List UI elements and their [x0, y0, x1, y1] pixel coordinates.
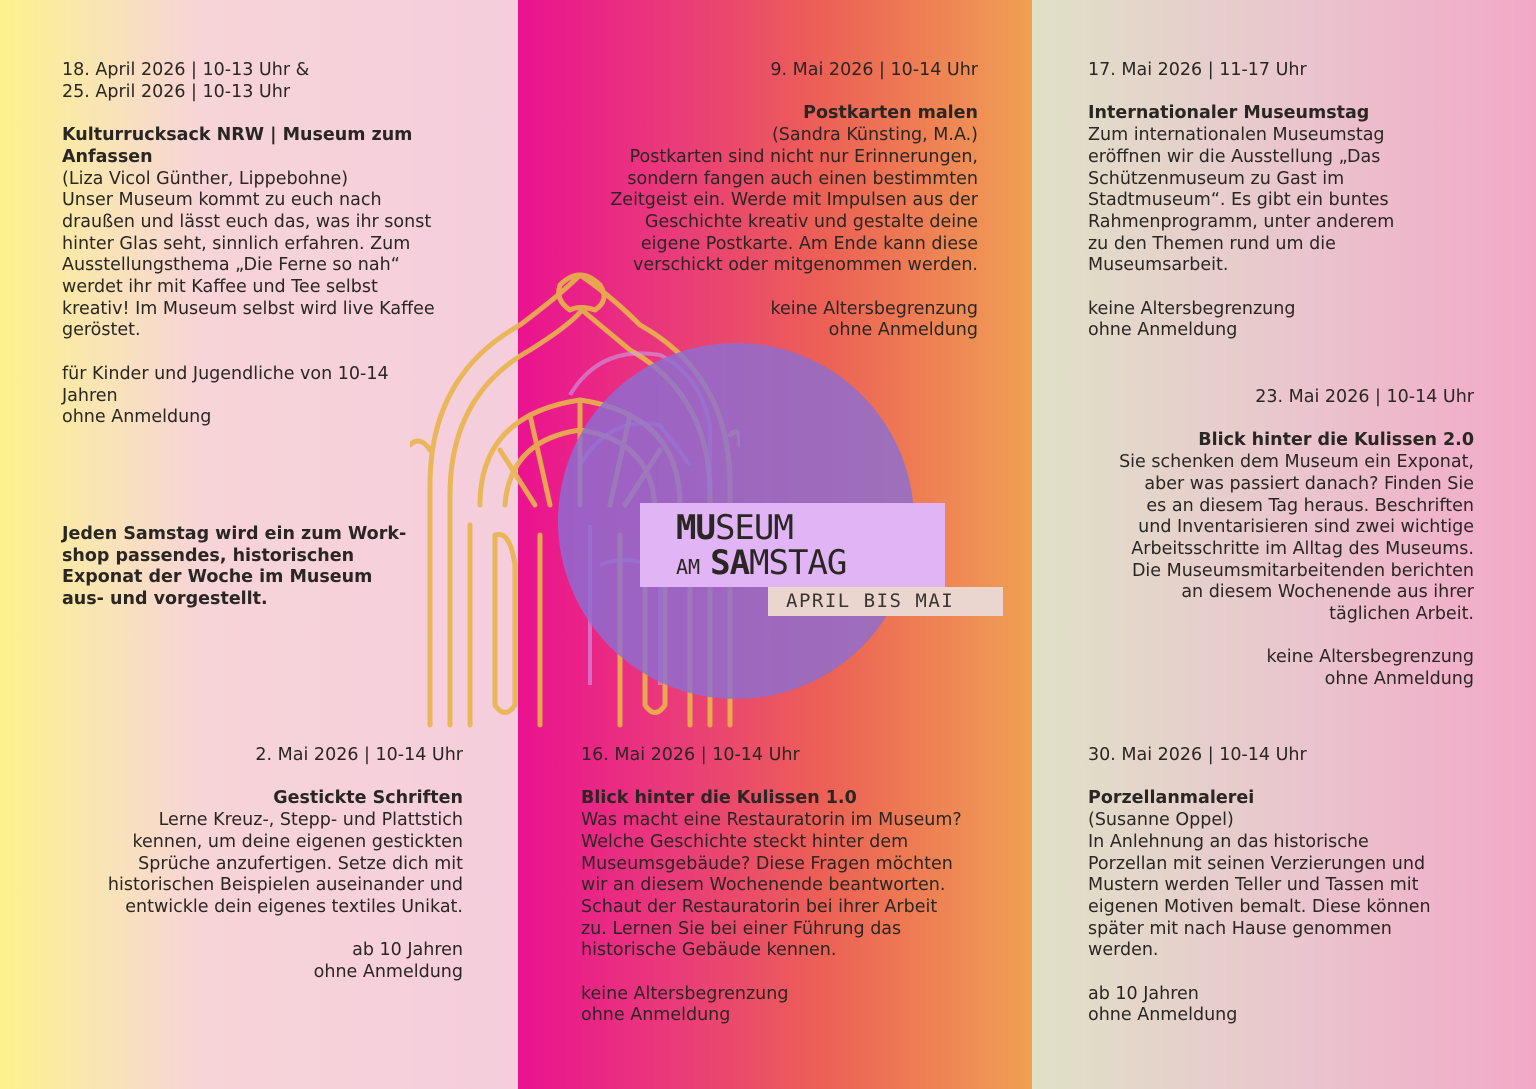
event-description-line: kreativ! Im Museum selbst wird live Kaffee [62, 298, 435, 319]
event-description-line: Rahmenprogramm, unter anderem [1088, 211, 1395, 232]
event-description-line: Schaut der Restauratorin bei ihrer Arbeit [581, 896, 938, 917]
event-age: keine Altersbegrenzung [1266, 647, 1474, 668]
event-description-line: draußen und lässt euch das, was ihr sonst [62, 211, 432, 232]
event-title: Anfassen [62, 146, 153, 167]
event-title: Blick hinter die Kulissen 2.0 [1198, 430, 1474, 451]
event-description-line: an diesem Wochenende aus ihrer [1181, 582, 1474, 603]
event-description-line: Zum internationalen Museumstag [1088, 125, 1385, 146]
event-description-line: und Inventarisieren sind zwei wichtige [1138, 517, 1474, 538]
event-may17 [1088, 60, 1394, 342]
event-description-line: eröffnen wir die Ausstellung „Das [1088, 146, 1381, 167]
event-description-line: geröstet. [62, 320, 141, 341]
note-line: Exponat der Woche im Museum [62, 567, 373, 588]
event-registration: ohne Anmeldung [1088, 1005, 1238, 1026]
event-title: Kulturrucksack NRW | Museum zum [62, 125, 413, 146]
event-registration: ohne Anmeldung [1088, 320, 1238, 341]
event-registration: ohne Anmeldung [1324, 669, 1474, 690]
event-presenter: (Susanne Oppel) [1088, 810, 1234, 831]
event-description-line: werdet ihr mit Kaffee und Tee selbst [62, 277, 378, 298]
event-registration: ohne Anmeldung [828, 320, 978, 341]
event-description-line: Welche Geschichte steckt hinter dem [581, 831, 909, 852]
event-may9 [610, 60, 978, 342]
event-description-line: aber was passiert danach? Finden Sie [1144, 473, 1474, 494]
event-may30 [1088, 745, 1431, 1027]
event-audience: Jahren [62, 385, 118, 406]
event-date: 25. April 2026 | 10-13 Uhr [62, 81, 291, 102]
event-description-line: zu den Themen rund um die [1088, 233, 1336, 254]
event-description-line: Was macht eine Restauratorin im Museum? [581, 810, 962, 831]
event-description-line: Geschichte kreativ und gestalte deine [644, 211, 978, 232]
event-presenter: (Sandra Künsting, M.A.) [771, 125, 978, 146]
event-description-line: zu. Lernen Sie bei einer Führung das [581, 918, 902, 939]
event-date: 9. Mai 2026 | 10-14 Uhr [770, 60, 978, 80]
event-date: 30. Mai 2026 | 10-14 Uhr [1088, 745, 1307, 765]
event-description-line: sondern fangen auch einen bestimmten [627, 168, 978, 189]
saturday-note [62, 524, 406, 611]
event-age: keine Altersbegrenzung [1088, 298, 1296, 319]
event-description-line: Porzellan mit seinen Verzierungen und [1088, 853, 1426, 874]
event-description-line: Mustern werden Teller und Tassen mit [1088, 875, 1419, 896]
event-age: ab 10 Jahren [1088, 983, 1199, 1004]
event-description-line: Sprüche anzufertigen. Setze dich mit [138, 853, 463, 874]
logo-line-am-samstag: AM SAMSTAG [676, 543, 847, 583]
event-description-line: Postkarten sind nicht nur Erinnerungen, [629, 146, 978, 167]
event-description-line: Zeitgeist ein. Werde mit Impulsen aus der [610, 190, 978, 211]
event-description-line: entwickle dein eigenes textiles Unikat. [125, 896, 463, 917]
event-may2 [108, 745, 463, 984]
event-description-line: verschickt oder mitgenommen werden. [633, 255, 978, 276]
event-description-line: Lerne Kreuz-, Stepp- und Plattstich [158, 810, 463, 831]
event-title: Porzellanmalerei [1088, 788, 1255, 809]
event-description-line: Stadtmuseum“. Es gibt ein buntes [1088, 190, 1389, 211]
event-registration: ohne Anmeldung [313, 962, 463, 982]
event-description-line: kennen, um deine eigenen gestickten [132, 831, 463, 852]
event-age: keine Altersbegrenzung [581, 983, 789, 1004]
event-description-line: Ausstellungsthema „Die Ferne so nah“ [62, 255, 400, 276]
event-title: Postkarten malen [803, 103, 978, 124]
event-description-line: In Anlehnung an das historische [1088, 831, 1369, 852]
event-description-line: später mit nach Hause genommen [1088, 918, 1392, 939]
event-description-line: eigenen Motiven bemalt. Diese können [1088, 896, 1431, 917]
event-description-line: hinter Glas seht, sinnlich erfahren. Zum [62, 233, 411, 254]
event-date: 2. Mai 2026 | 10-14 Uhr [255, 745, 463, 765]
event-age: keine Altersbegrenzung [770, 298, 978, 319]
event-description-line: Museumsarbeit. [1088, 255, 1229, 276]
event-description-line: Die Museumsmitarbeitenden berichten [1131, 560, 1474, 581]
event-description-line: eigene Postkarte. Am Ende kann diese [640, 233, 978, 254]
event-may16 [581, 745, 962, 1027]
event-description-line: historische Gebäude kennen. [581, 940, 837, 961]
event-presenter: (Liza Vicol Günther, Lippebohne) [62, 168, 349, 189]
logo-subtitle: APRIL BIS MAI [786, 590, 955, 612]
event-title: Blick hinter die Kulissen 1.0 [581, 788, 857, 809]
logo-line-museum: MUSEUM [676, 508, 793, 548]
event-date: 16. Mai 2026 | 10-14 Uhr [581, 745, 800, 765]
event-date: 23. Mai 2026 | 10-14 Uhr [1255, 387, 1474, 407]
note-line: aus- und vorgestellt. [62, 589, 268, 610]
event-title: Internationaler Museumstag [1088, 103, 1370, 124]
event-description-line: historischen Beispielen auseinander und [107, 875, 463, 896]
event-audience: für Kinder und Jugendliche von 10-14 [62, 363, 389, 384]
event-date: 18. April 2026 | 10-13 Uhr & [62, 60, 310, 80]
event-may23 [1119, 387, 1474, 691]
event-description-line: Museumsgebäude? Diese Fragen möchten [581, 853, 953, 874]
event-title: Gestickte Schriften [273, 788, 463, 809]
event-date: 17. Mai 2026 | 11-17 Uhr [1088, 60, 1307, 80]
note-line: Jeden Samstag wird ein zum Work- [62, 524, 407, 544]
event-registration: ohne Anmeldung [62, 407, 212, 428]
event-description-line: Arbeitsschritte im Alltag des Museums. [1131, 538, 1474, 559]
event-description-line: Schützenmuseum zu Gast im [1088, 168, 1345, 189]
event-description-line: werden. [1088, 940, 1159, 961]
note-line: shop passendes, historischen [62, 545, 355, 566]
event-description-line: täglichen Arbeit. [1329, 604, 1474, 625]
event-description-line: Unser Museum kommt zu euch nach [62, 190, 382, 211]
event-age: ab 10 Jahren [352, 940, 463, 961]
event-april [62, 60, 435, 429]
event-registration: ohne Anmeldung [581, 1005, 731, 1026]
event-description-line: es an diesem Tag heraus. Beschriften [1146, 495, 1474, 516]
event-description-line: wir an diesem Wochenende beantworten. [581, 875, 946, 896]
event-description-line: Sie schenken dem Museum ein Exponat, [1119, 452, 1474, 473]
